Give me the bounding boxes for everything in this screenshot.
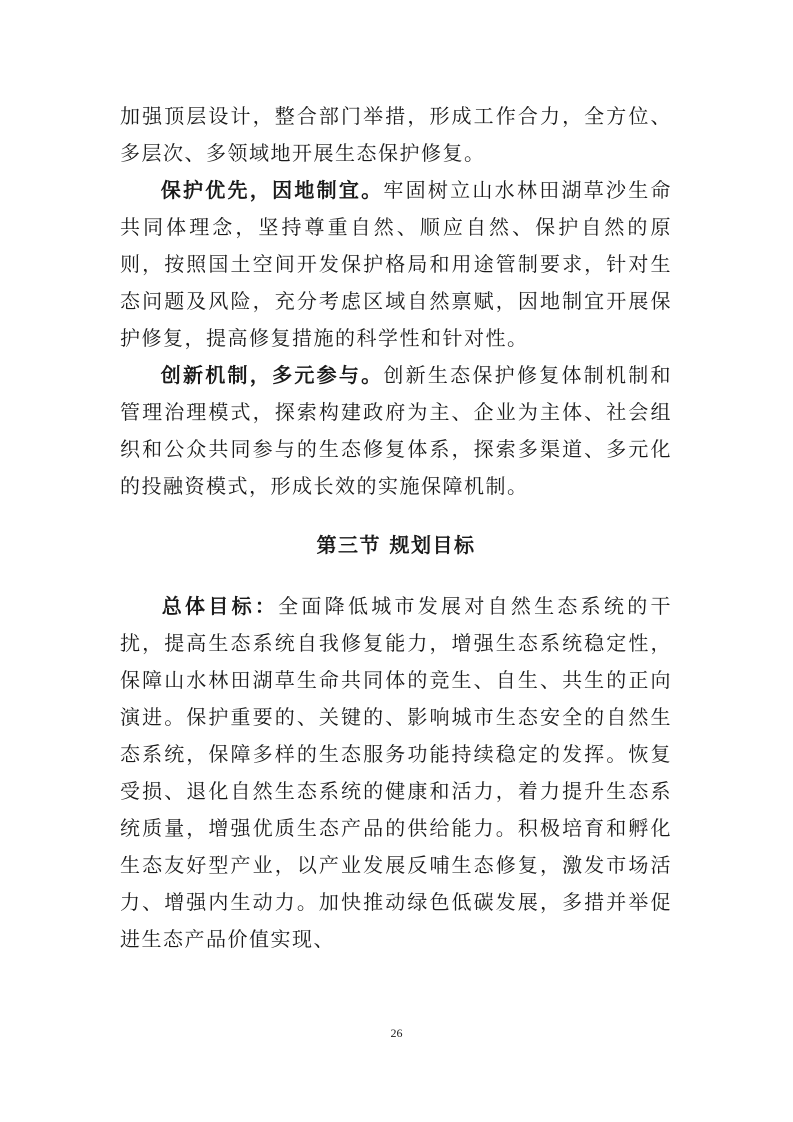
principle-paragraph-innovation [120,357,672,505]
paragraph-lead-heading: 创新机制，多元参与。 [160,363,384,387]
principle-paragraph-protection [120,172,672,357]
body-paragraph [120,98,672,172]
goal-paragraph [120,588,672,958]
paragraph-lead-heading: 总体目标： [160,594,279,618]
page-number: 26 [390,1026,403,1040]
paragraph-text: 全面降低城市发展对自然生态系统的干扰，提高生态系统自我修复能力，增强生态系统稳定性，保障山水林田湖草生命共同体的竞生、自生、共生的正向演进。保护重要的、关键的、影响城市生态安全的自然生态系统，保障多样的生态服务功能持续稳定的发挥。恢复受损、退化自然生态系统的健康和活力，着力提升生态系统质量，增强优质生态产品的供给能力。积极培育和孵化生态友好型产业，以产业发展反哺生态修复，激发市场活力、增强内生动力。加快推动绿色低碳发展，多措并举促进生态产品价值实现、 [120,594,673,951]
section-heading: 第三节 规划目标 [316,533,476,557]
document-body [120,98,672,958]
paragraph-text: 牢固树立山水林田湖草沙生命共同体理念，坚持尊重自然、顺应自然、保护自然的原则，按照国土空间开发保护格局和用途管制要求，针对生态问题及风险，充分考虑区域自然禀赋，因地制宜开展保护修复，提高修复措施的科学性和针对性。 [120,178,673,350]
paragraph-lead-heading: 保护优先，因地制宜。 [160,178,384,202]
paragraph-text: 加强顶层设计，整合部门举措，形成工作合力，全方位、多层次、多领域地开展生态保护修复。 [120,104,672,165]
paragraph-text: 创新生态保护修复体制机制和管理治理模式，探索构建政府为主、企业为主体、社会组织和公众共同参与的生态修复体系，探索多渠道、多元化的投融资模式，形成长效的实施保障机制。 [120,363,673,498]
